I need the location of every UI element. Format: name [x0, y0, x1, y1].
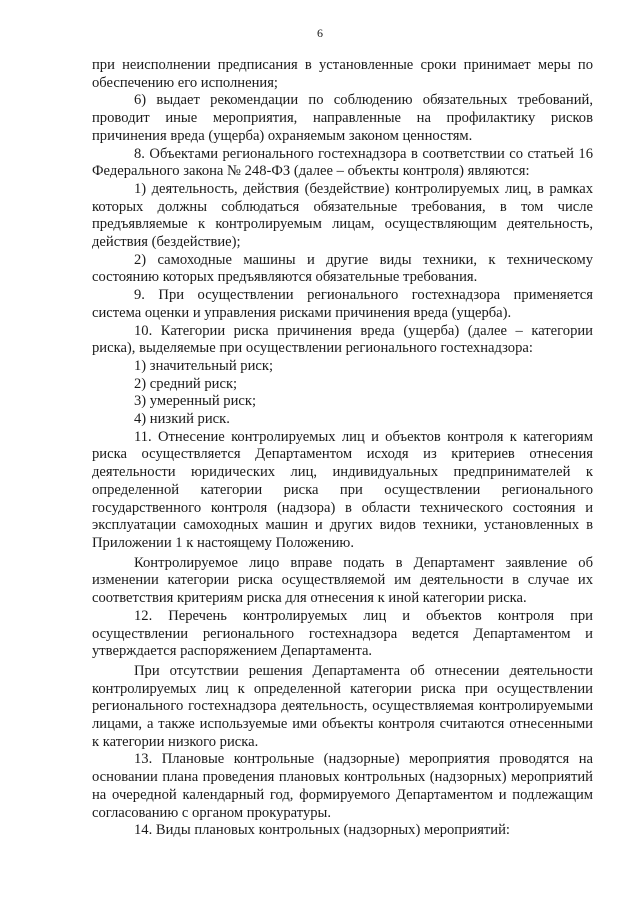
paragraph: 13. Плановые контрольные (надзорные) мероприятия проводятся на основании плана проведения плановых контрольных (надзорных) мероприятий на очередной календарный год, формируемого Департаментом и подлежащим согласованию с органом прокуратуры.	[92, 751, 593, 821]
paragraph: при неисполнении предписания в установленные сроки принимает меры по обеспечению его исполнения;	[92, 57, 593, 91]
paragraph: При отсутствии решения Департамента об отнесении деятельности контролируемых лиц к определенной категории риска при осуществлении регионального гостехнадзора деятельность, осуществляемая контролируемыми лицами, а также используемые ими объекты контроля считаются отнесенными к категории низкого риска.	[92, 662, 593, 750]
paragraph: 3) умеренный риск;	[134, 393, 257, 410]
paragraph: 2) средний риск;	[134, 375, 238, 392]
paragraph: 10. Категории риска причинения вреда (ущерба) (далее – категории риска), выделяемые при осуществлении регионального гостехнадзора:	[92, 322, 593, 357]
paragraph: 1) значительный риск;	[134, 357, 274, 374]
paragraph: 6) выдает рекомендации по соблюдению обязательных требований, проводит иные мероприятия, направленные на профилактику рисков причинения вреда (ущерба) охраняемым законом ценностям.	[92, 92, 593, 144]
page-number: 6	[317, 26, 323, 40]
document-body	[92, 57, 593, 840]
paragraph: 8. Объектами регионального гостехнадзора в соответствии со статьей 16 Федерального закона № 248-ФЗ (далее – объекты контроля) являются:	[92, 145, 593, 180]
paragraph: 14. Виды плановых контрольных (надзорных) мероприятий:	[134, 822, 510, 839]
paragraph: Контролируемое лицо вправе подать в Департамент заявление об изменении категории риска осуществляемой им деятельности в случае их соответствия критериям риска для отнесения к иной категории риска.	[92, 554, 593, 607]
paragraph: 11. Отнесение контролируемых лиц и объектов контроля к категориям риска осуществляется Департаментом исходя из критериев отнесения деятельности юридических лиц, индивидуальных предпринимателей к определенной категории риска при осуществлении регионального государственного контроля (надзора) в области технического состояния и эксплуатации самоходных машин и других видов техники, установленных в Приложении 1 к настоящему Положению.	[92, 428, 593, 551]
paragraph: 9. При осуществлении регионального гостехнадзора применяется система оценки и управления рисками причинения вреда (ущерба).	[92, 287, 593, 321]
paragraph: 1) деятельность, действия (бездействие) контролируемых лиц, в рамках которых должны соблюдаться обязательные требования, в том числе предъявляемые к контролируемым лицам, осуществляющим деятельность, действия (бездействие);	[92, 180, 593, 251]
paragraph: 12. Перечень контролируемых лиц и объектов контроля при осуществлении регионального гостехнадзора ведется Департаментом и утверждается распоряжением Департамента.	[92, 607, 593, 660]
paragraph: 4) низкий риск.	[134, 411, 230, 428]
paragraph: 2) самоходные машины и другие виды техники, к техническому состоянию которых предъявляются обязательные требования.	[92, 251, 593, 286]
